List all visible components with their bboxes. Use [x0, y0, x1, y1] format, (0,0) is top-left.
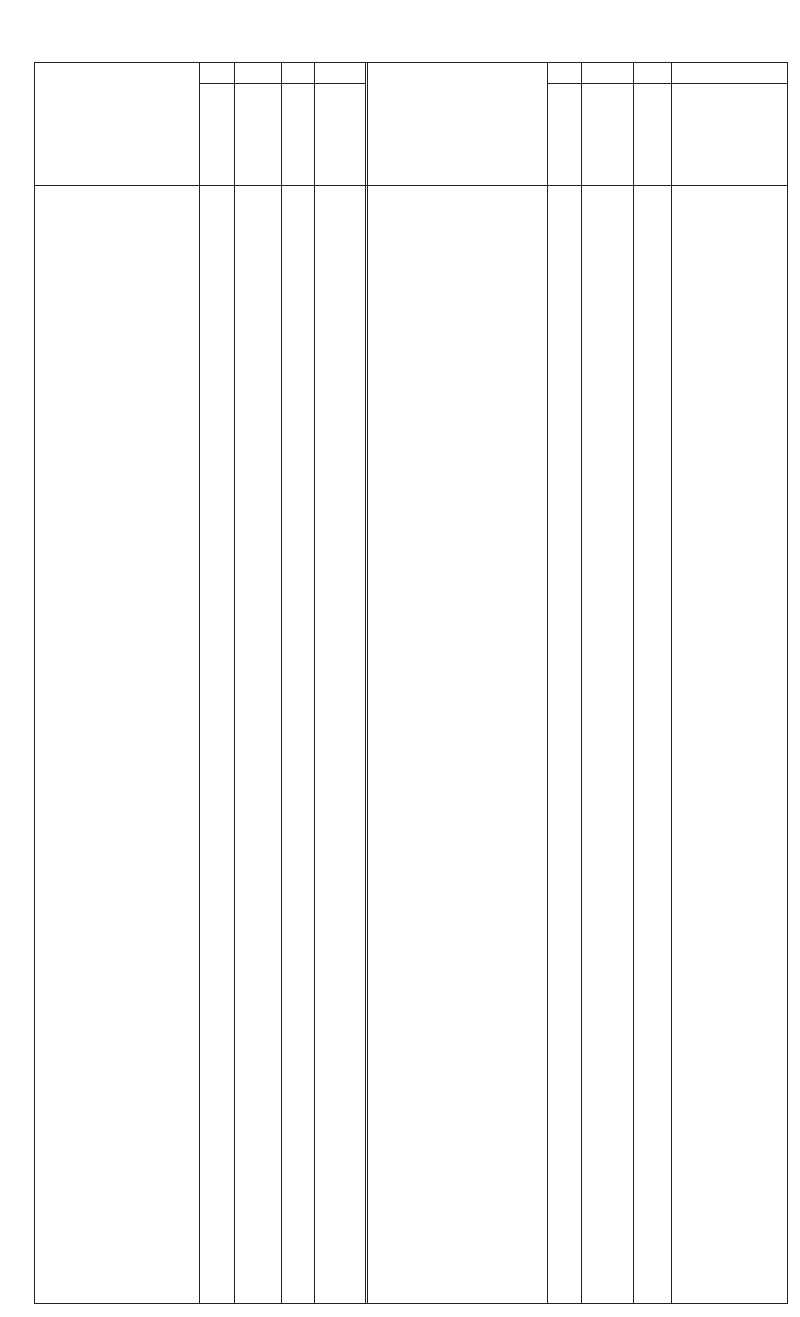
mortality-table	[34, 62, 788, 1304]
page-header	[0, 10, 800, 36]
deaths-header-cholera-right	[549, 86, 579, 186]
persons-header-cholera-left	[243, 86, 273, 186]
deaths-header-diarrhoea-right	[637, 86, 667, 186]
persons-header-diarrhoea-right	[714, 86, 744, 186]
deaths-header-cholera-left	[201, 86, 231, 186]
persons-header-cholera-right	[592, 86, 622, 186]
persons-header-diarrhoea-left	[324, 86, 354, 186]
deaths-header-diarrhoea-left	[282, 86, 312, 186]
